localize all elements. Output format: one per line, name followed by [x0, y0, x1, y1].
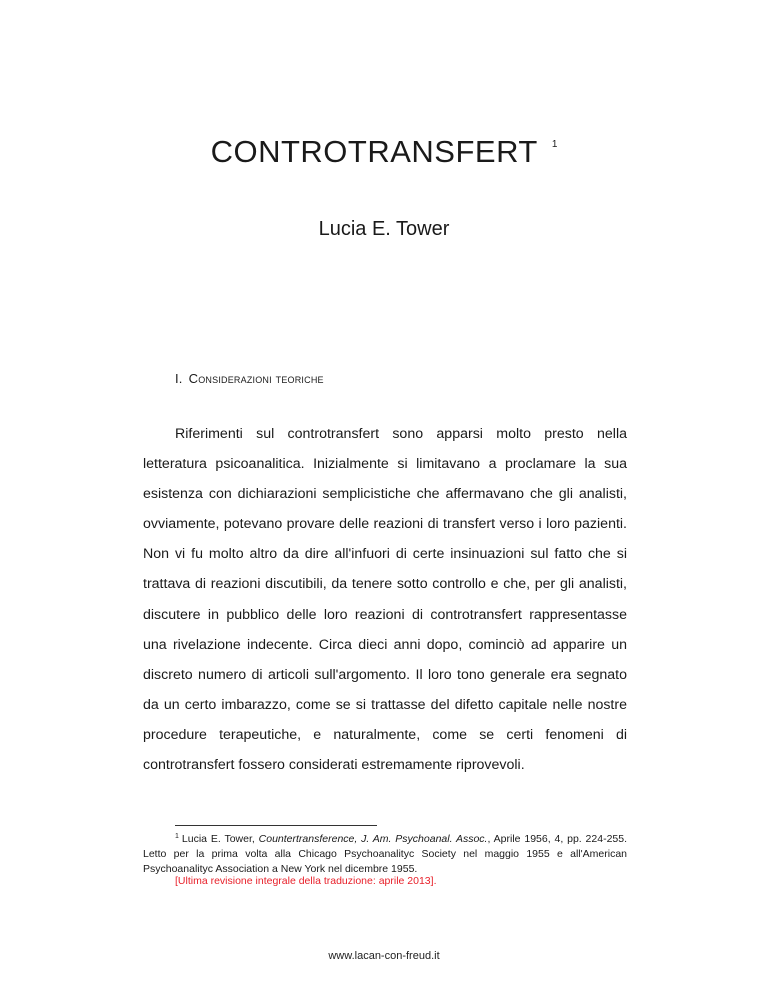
footer-website-link[interactable]: www.lacan-con-freud.it: [328, 950, 440, 962]
section-title: Considerazioni teoriche: [188, 371, 324, 386]
section-number: I.: [175, 371, 183, 386]
footnote-divider: [175, 825, 377, 826]
footnote-author: Lucia E. Tower,: [181, 833, 255, 845]
body-paragraph: Riferimenti sul controtransfert sono apparsi molto presto nella letteratura psicoanalitica. Inizialmente si limitavano a proclamare la sua esistenza con dichiarazioni semplicistiche che affermavano che gli analisti, ovviamente, potevano provare delle reazioni di transfert verso i loro pazienti. Non vi fu molto altro da dire all'infuori di certe insinuazioni sul fatto che si trattava di reazioni discutibili, da tenere sotto controllo e che, per gli analisti, discutere in pubblico delle loro reazioni di controtransfert rappresentasse una rivelazione indecente. Circa dieci anni dopo, cominciò ad apparire un discreto numero di articoli sull'argomento. Il loro tono generale era segnato da un certo imbarazzo, come se si trattasse del difetto capitale nelle nostre procedure terapeutiche, e naturalmente, come se certi fenomeni di controtransfert fossero considerati estremamente riprovevoli.: [143, 426, 627, 774]
footnote-work-title: Countertransference, J. Am. Psychoanal. Assoc.: [258, 833, 488, 845]
revision-note: [Ultima revisione integrale della traduzione: aprile 2013].: [175, 875, 437, 887]
section-heading: [175, 371, 324, 386]
title-footnote-marker[interactable]: 1: [551, 139, 558, 150]
author-name: Lucia E. Tower: [318, 218, 450, 240]
footnote-marker: 1: [175, 833, 179, 840]
footnote-details: , Aprile 1956, 4, pp. 224-255. Letto per la prima volta alla Chicago Psychoanalityc Society nel maggio 1955 e all'American Psychoanalityc Association a New York nel dicembre 1955.: [143, 833, 628, 876]
footnote: [143, 829, 627, 878]
page-title: CONTROTRANSFERT: [210, 134, 538, 169]
title-block: [0, 134, 768, 170]
